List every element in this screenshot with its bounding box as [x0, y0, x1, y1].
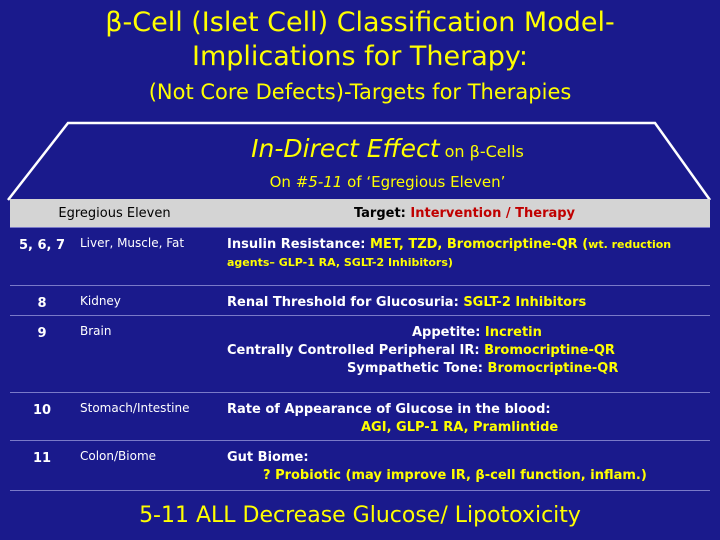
table-row — [10, 228, 710, 286]
row-organ: Liver, Muscle, Fat — [74, 228, 219, 286]
range-suffix: of ‘Egregious Eleven’ — [342, 173, 506, 191]
therapy-targets-table — [10, 199, 710, 491]
header-egregious-eleven: Egregious Eleven — [10, 199, 219, 228]
target-label: Rate of Appearance of Glucose in the blood: — [227, 402, 551, 417]
target-therapy: AGI, GLP-1 RA, Pramlintide — [361, 420, 559, 436]
table-row — [10, 393, 710, 441]
row-number: 9 — [10, 316, 74, 393]
row-target — [219, 393, 710, 441]
row-number: 5, 6, 7 — [10, 228, 74, 286]
header-target — [219, 199, 710, 228]
target-therapy: Incretin — [484, 325, 542, 340]
range-numbers: #5-11 — [295, 173, 343, 191]
target-label: Centrally Controlled Peripheral IR: — [227, 343, 485, 359]
table-row — [10, 316, 710, 393]
row-number: 8 — [10, 286, 74, 316]
target-therapy-note-cont: agents– GLP-1 RA, SGLT-2 Inhibitors) — [227, 256, 453, 270]
target-therapy: ? Probiotic (may improve IR, β-cell function, inflam.) — [263, 468, 647, 484]
indirect-effect-suffix: on β-Cells — [439, 142, 524, 161]
row-organ: Colon/Biome — [74, 441, 219, 491]
target-label: Renal Threshold for Glucosuria: — [227, 295, 464, 310]
row-target — [219, 228, 710, 286]
header-target-label: Target: — [353, 205, 411, 221]
table-row — [10, 441, 710, 491]
slide-title-line2: Implications for Therapy: — [192, 41, 528, 72]
target-label: Sympathetic Tone: — [347, 361, 488, 377]
row-organ: Kidney — [74, 286, 219, 316]
row-target — [219, 316, 710, 393]
slide-subtitle: (Not Core Defects)-Targets for Therapies — [148, 80, 572, 104]
egregious-range-note — [0, 173, 720, 191]
indirect-effect-heading — [0, 134, 720, 163]
table-header-row — [10, 199, 710, 228]
target-therapy: Bromocriptine-QR — [484, 343, 615, 359]
row-organ: Stomach/Intestine — [74, 393, 219, 441]
target-therapy: MET, TZD, Bromocriptine-QR ( — [370, 237, 589, 252]
target-therapy-note: wt. reduction — [588, 238, 672, 251]
row-target — [219, 286, 710, 316]
target-label: Insulin Resistance: — [227, 237, 371, 252]
row-number: 10 — [10, 393, 74, 441]
indirect-effect-main: In-Direct Effect — [251, 134, 440, 163]
row-number: 11 — [10, 441, 74, 491]
row-organ: Brain — [74, 316, 219, 393]
row-target — [219, 441, 710, 491]
conclusion-text: 5-11 ALL Decrease Glucose/ Lipotoxicity — [139, 503, 581, 528]
target-label: Appetite: — [412, 325, 485, 340]
target-label: Gut Biome: — [227, 450, 309, 465]
range-prefix: On — [269, 173, 296, 191]
target-therapy: SGLT-2 Inhibitors — [463, 295, 587, 310]
target-therapy: Bromocriptine-QR — [487, 361, 619, 377]
slide-title-line1: β-Cell (Islet Cell) Classification Model- — [105, 7, 615, 38]
header-intervention-label: Intervention / Therapy — [410, 205, 576, 221]
table-row — [10, 286, 710, 316]
